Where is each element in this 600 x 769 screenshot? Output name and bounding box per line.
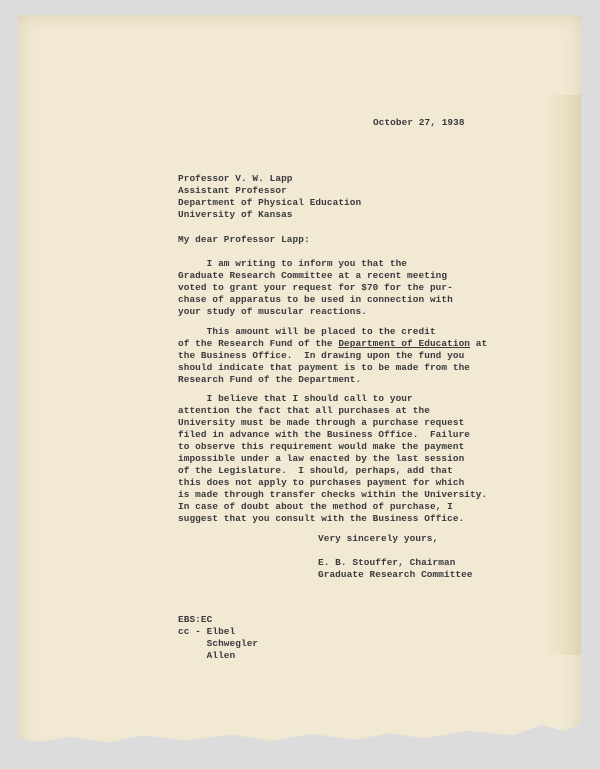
paragraph-1-line: voted to grant your request for $70 for the pur-	[178, 282, 453, 293]
paragraph-3-line: attention the fact that all purchases at the	[178, 405, 430, 416]
paragraph-3-line: I believe that I should call to your	[178, 393, 413, 404]
paragraph-3-line: is made through transfer checks within the University.	[178, 489, 488, 500]
paragraph-1-line: chase of apparatus to be used in connection with	[178, 294, 453, 305]
recipient-title: Assistant Professor	[178, 185, 287, 196]
signature-committee: Graduate Research Committee	[318, 569, 473, 580]
letter-date: October 27, 1938	[373, 117, 465, 128]
paragraph-3-line: this does not apply to purchases payment for which	[178, 477, 465, 488]
paragraph-3-line: suggest that you consult with the Business Office.	[178, 513, 465, 524]
paragraph-2-line: This amount will be placed to the credit	[178, 326, 436, 337]
paragraph-3-line: of the Legislature. I should, perhaps, add that	[178, 465, 453, 476]
paragraph-3-line: impossible under a law enacted by the last session	[178, 453, 465, 464]
paragraph-2-text: of the Research Fund of the	[178, 338, 339, 349]
paragraph-1-line: Graduate Research Committee at a recent meeting	[178, 270, 448, 281]
paragraph-1-line: your study of muscular reactions.	[178, 306, 367, 317]
paragraph-2-line	[178, 338, 487, 350]
paper-stain	[541, 95, 581, 655]
paragraph-2-line: should indicate that payment is to be made from the	[178, 362, 471, 373]
signature-name: E. B. Stouffer, Chairman	[318, 557, 456, 568]
paragraph-3-line: filed in advance with the Business Office. Failure	[178, 429, 471, 440]
paragraph-3-line: University must be made through a purchase request	[178, 417, 465, 428]
paragraph-3-line: to observe this requirement would make the payment	[178, 441, 465, 452]
typist-initials: EBS:EC	[178, 614, 213, 625]
paragraph-3-line: In case of doubt about the method of purchase, I	[178, 501, 453, 512]
recipient-institution: University of Kansas	[178, 209, 293, 220]
paragraph-2-line: Research Fund of the Department.	[178, 374, 362, 385]
paragraph-2-text: at	[470, 338, 488, 349]
paragraph-1-line: I am writing to inform you that the	[178, 258, 408, 269]
cc-line: Allen	[178, 650, 236, 661]
cc-line: Schwegler	[178, 638, 259, 649]
salutation: My dear Professor Lapp:	[178, 234, 310, 245]
cc-line: cc - Elbel	[178, 626, 236, 637]
closing: Very sincerely yours,	[318, 533, 439, 544]
paragraph-2-line: the Business Office. In drawing upon the fund you	[178, 350, 465, 361]
underlined-department: Department of Education	[338, 338, 471, 349]
recipient-name: Professor V. W. Lapp	[178, 173, 293, 184]
recipient-department: Department of Physical Education	[178, 197, 362, 208]
